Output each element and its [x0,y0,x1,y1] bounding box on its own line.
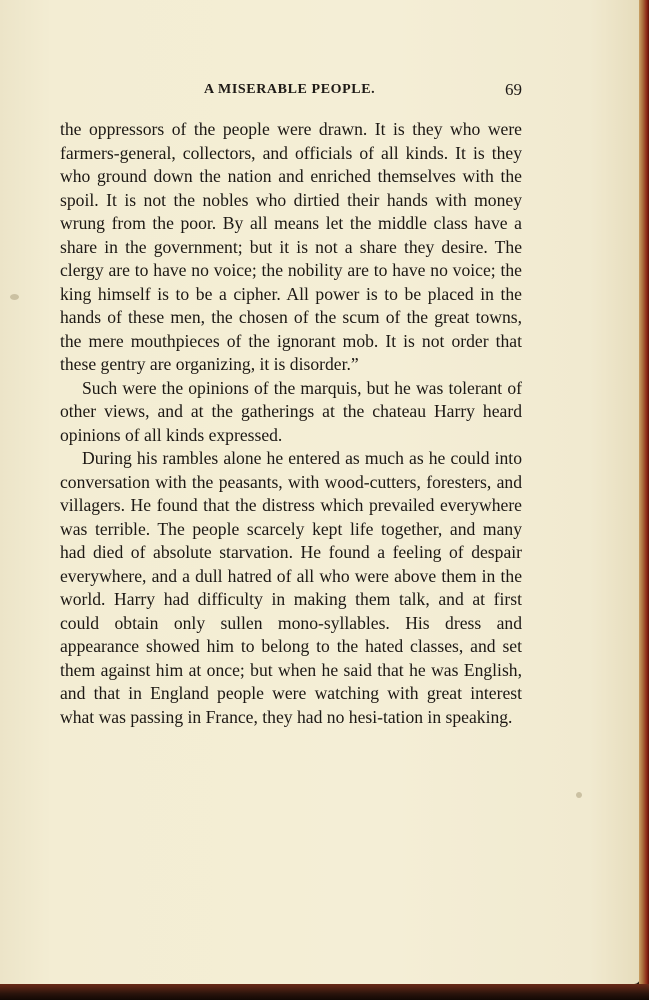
running-title: A MISERABLE PEOPLE. [204,82,376,97]
paragraph-1: the oppressors of the people were drawn. It is they who were farmers-general, collectors, and officials of all kinds. It is they who ground down the nation and enriched themselves with the spoil. It is not the nobles who dirtied their hands with money wrung from the poor. By all means let the middle class have a share in the government; but it is not a share they desire. The clergy are to have no voice; the nobility are to have no voice; the king himself is to be a cipher. All power is to be placed in the hands of these men, the chosen of the scum of the great towns, the mere mouthpieces of the ignorant mob. It is not order that these gentry are organizing, it is disorder.” [60,119,522,374]
book-cover-edge [0,984,649,1000]
page-edge [639,0,649,1000]
body-text [60,118,522,729]
paragraph-3: During his rambles alone he entered as much as he could into conversation with the peasants, with wood-cutters, foresters, and villagers. He found that the distress which prevailed everywhere was terrible. The people scarcely kept life together, and many had died of absolute starvation. He found a feeling of despair everywhere, and a dull hatred of all who were above them in the world. Harry had difficulty in making them talk, and at first could obtain only sullen mono-syllables. His dress and appearance showed him to belong to the hated classes, and set them against him at once; but when he said that he was English, and that in England people were watching with great interest what was passing in France, they had no hesi-tation in speaking. [60,448,522,727]
page-number: 69 [505,80,522,99]
running-head [60,82,522,102]
paper-blemish [10,294,19,300]
paper-blemish [576,792,582,798]
paragraph-2: Such were the opinions of the marquis, but he was tolerant of other views, and at the gatherings at the chateau Harry heard opinions of all kinds expressed. [60,377,522,445]
